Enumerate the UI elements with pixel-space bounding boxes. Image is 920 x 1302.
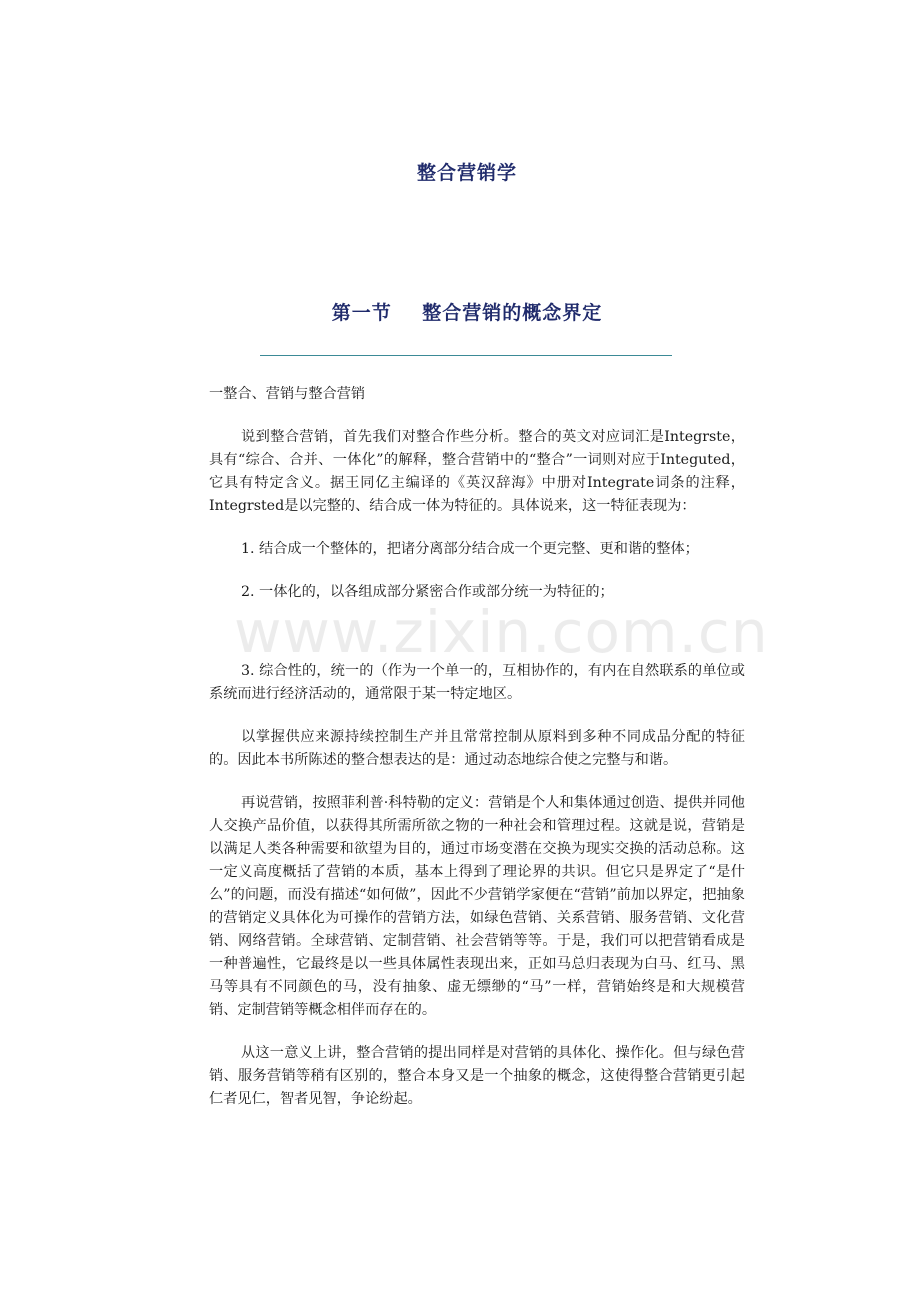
paragraph-integration-summary: 以掌握供应来源持续控制生产并且常常控制从原料到多种不同成品分配的特征的。因此本书所陈述的整合想表达的是：通过动态地综合使之完整与和谐。: [209, 729, 745, 768]
section-title: 第一节 整合营销的概念界定: [331, 302, 603, 324]
paragraph-marketing-definition: 再说营销，按照菲利普·科特勒的定义：营销是个人和集体通过创造、提供并同他人交换产品价值，以获得其所需所欲之物的一种社会和管理过程。这就是说，营销是以满足人类各种需要和欲望为目的，通过市场变潜在交换为现实交换的活动总称。这一定义高度概括了营销的本质，基本上得到了理论界的共识。但它只是界定了“是什么”的问题，而没有描述“如何做”，因此不少营销学家便在“营销”前加以界定，把抽象的营销定义具体化为可操作的营销方法，如绿色营销、关系营销、服务营销、文化营销、网络营销。全球营销、定制营销、社会营销等等。于是，我们可以把营销看成是一种普遍性，它最终是以一些具体属性表现出来，正如马总归表现为白马、红马、黑马等具有不同颜色的马，没有抽象、虚无缥缈的“马”一样，营销始终是和大规模营销、定制营销等概念相伴而存在的。: [209, 795, 745, 1018]
watermark: www.zixin.com.cn: [234, 598, 769, 666]
list-item-1: 1. 结合成一个整体的，把诸分离部分结合成一个更完整、更和谐的整体；: [241, 541, 699, 557]
paragraph-conclusion: 从这一意义上讲，整合营销的提出同样是对营销的具体化、操作化。但与绿色营销、服务营销等稍有区别的，整合本身又是一个抽象的概念，这使得整合营销更引起仁者见仁，智者见智，争论纷起。: [209, 1045, 745, 1107]
subheading: 一整合、营销与整合营销: [209, 386, 366, 402]
document-body: [209, 383, 745, 1131]
paragraph-intro: 说到整合营销，首先我们对整合作些分析。整合的英文对应词汇是Integrste，具有“综合、合并、一体化”的解释，整合营销中的“整合”一词则对应于Integuted，它具有特定含义。据王同亿主编译的《英汉辞海》中册对Integrate词条的注释，Integrsted是以完整的、结合成一体为特征的。具体说来，这一特征表现为：: [209, 429, 745, 514]
list-item-2: 2. 一体化的，以各组成部分紧密合作或部分统一为特征的；: [241, 584, 614, 600]
section-divider: [260, 355, 672, 356]
document-title: 整合营销学: [416, 162, 517, 184]
list-item-3: 3. 综合性的，统一的（作为一个单一的，互相协作的，有内在自然联系的单位或系统而进行经济活动的，通常限于某一特定地区。: [209, 663, 745, 702]
